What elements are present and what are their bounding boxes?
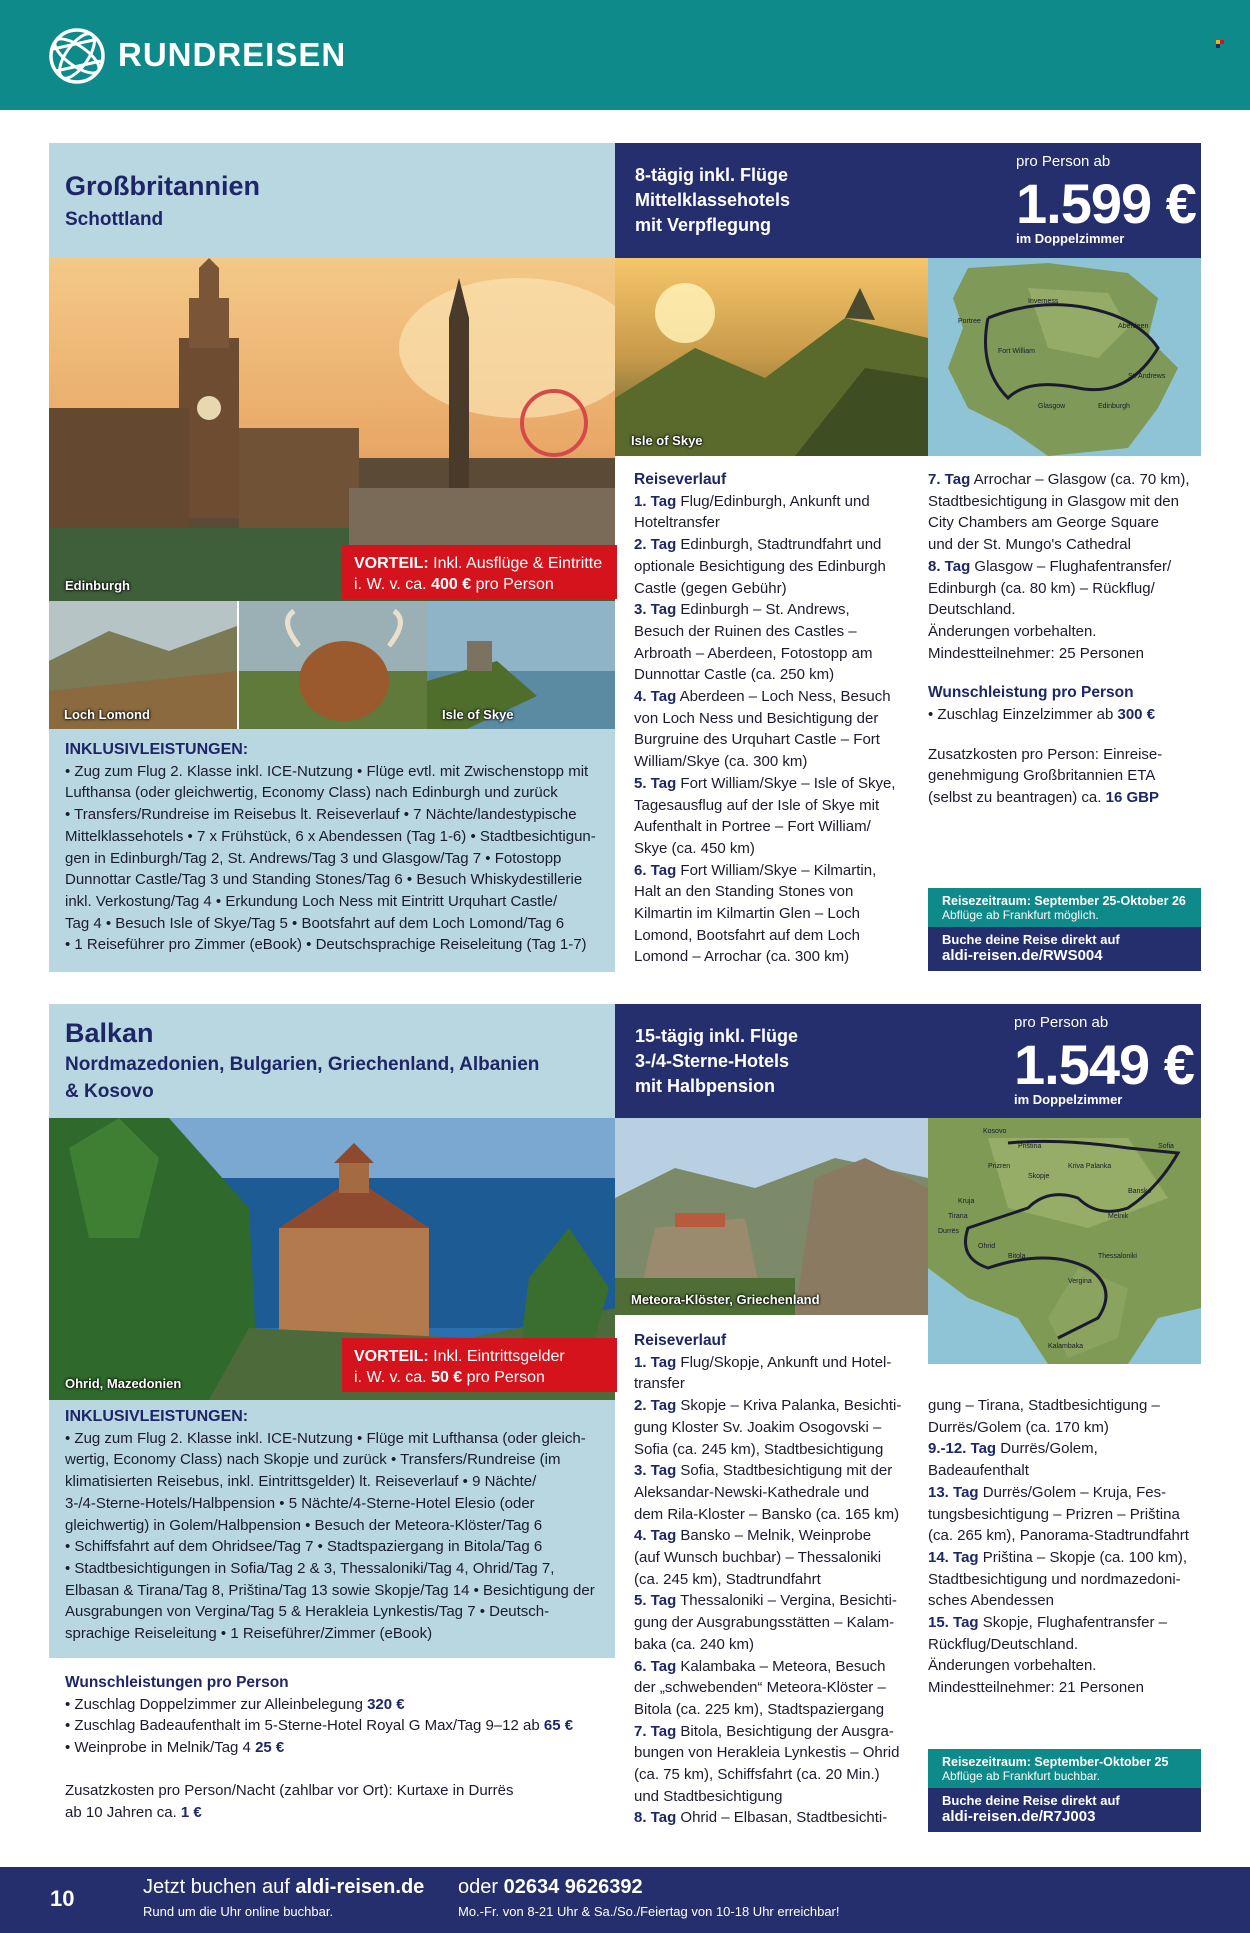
trip1-small-photo-3 xyxy=(427,601,615,729)
map-label: Sofia xyxy=(1158,1143,1174,1150)
text-line: Elbasan & Tirana/Tag 8, Priština/Tag 13 sowie Skopje/Tag 14 • Besichtigung der xyxy=(65,1581,595,1599)
trip2-price: 1.549 € xyxy=(1014,1033,1194,1096)
map-label: St. Andrews xyxy=(1128,373,1166,380)
route-line: Tagesausflug auf der Isle of Skye mit xyxy=(634,796,880,814)
map-label: Ohrid xyxy=(978,1243,996,1250)
text-line: • Schiffsfahrt auf dem Ohridsee/Tag 7 • Stadtspaziergang in Bitola/Tag 6 xyxy=(65,1538,543,1556)
text-line: wertig, Economy Class) nach Skopje und zurück • Transfers/Rundreise (im xyxy=(65,1451,561,1469)
text-line: inkl. Verkostung/Tag 4 • Erkundung Loch Ness mit Eintritt Urquhart Castle/ xyxy=(65,892,558,910)
trip1-subtitle: Schottland xyxy=(65,209,164,230)
route-line: Castle (gegen Gebühr) xyxy=(634,579,787,597)
text-line: • Zug zum Flug 2. Klasse inkl. ICE-Nutzung • Flüge mit Lufthansa (oder gleich- xyxy=(65,1429,586,1447)
trip2-price-prefix: pro Person ab xyxy=(1014,1014,1109,1031)
text-line: gleichwertig) in Golem/Halbpension • Besuch der Meteora-Klöster/Tag 6 xyxy=(65,1516,543,1534)
route-line: Stadtbesichtigung und nordmazedoni- xyxy=(928,1570,1181,1588)
page-number: 10 xyxy=(50,1886,75,1911)
map-label: Tirana xyxy=(948,1213,968,1220)
trip2-extra-costs: Zusatzkosten pro Person/Nacht (zahlbar vor Ort): Kurtaxe in Durrës ab 10 Jahren ca. 1 € xyxy=(65,1781,514,1821)
page-header xyxy=(0,0,1250,110)
text-line: Dunnottar Castle/Tag 3 und Standing Stones/Tag 6 • Besuch Whiskydestillerie xyxy=(65,871,583,889)
trip1-highlight-box xyxy=(615,143,928,258)
trip2-inclusive-panel xyxy=(49,1400,615,1658)
route-line: optionale Besichtigung des Edinburgh xyxy=(634,557,886,575)
map-label: Portree xyxy=(958,318,981,325)
trip2-title-panel xyxy=(49,1004,615,1118)
trip1-wish-item: • Zuschlag Einzelzimmer ab 300 € xyxy=(928,706,1156,724)
route-line: dem Rila-Kloster – Bansko (ca. 165 km) xyxy=(634,1505,900,1523)
trip2-vorteil-badge: VORTEIL: Inkl. Eintrittsgelder i. W. v. ca. 50 € pro Person xyxy=(342,1338,617,1392)
trip1-inclusive-panel xyxy=(49,729,615,972)
trip2-subtitle-1: Nordmazedonien, Bulgarien, Griechenland, Albanien xyxy=(65,1054,540,1075)
route-line: gung – Tirana, Stadtbesichtigung – xyxy=(928,1397,1160,1414)
footer-phone-sub: Mo.-Fr. von 8-21 Uhr & Sa./So./Feiertag von 10-18 Uhr erreichbar! xyxy=(458,1904,840,1919)
route-line: Arbroath – Aberdeen, Fotostopp am xyxy=(634,644,873,662)
route-line: bungen von Herakleia Lynkestis – Ohrid xyxy=(634,1744,900,1762)
trip1-period-box: Reisezeitraum: September 25-Oktober 26 Abflüge ab Frankfurt möglich. xyxy=(928,888,1201,932)
route-line: Durrës/Golem (ca. 170 km) xyxy=(928,1418,1109,1436)
page-footer xyxy=(0,1867,1250,1933)
map-label: Fort William xyxy=(998,348,1035,355)
trip1-inclusive-text xyxy=(65,739,605,956)
map-label: Kruja xyxy=(958,1198,975,1205)
trip1-vorteil-badge: VORTEIL: Inkl. Ausflüge & Eintritte i. W. v. ca. 400 € pro Person xyxy=(342,545,617,599)
text-line: gen in Edinburgh/Tag 2, St. Andrews/Tag 3 und Glasgow/Tag 7 • Fotostopp xyxy=(65,849,562,867)
route-line: von Loch Ness und Besichtigung der xyxy=(634,709,879,727)
route-line: (auf Wunsch buchbar) – Thessaloniki xyxy=(634,1549,882,1567)
map-label: Glasgow xyxy=(1038,403,1066,410)
trip1-small-photo-2 xyxy=(239,601,427,729)
route-line: 4. Tag Bansko – Melnik, Weinprobe xyxy=(634,1527,872,1545)
text-line: Mittelklassehotels • 7 x Frühstück, 6 x Abendessen (Tag 1-6) • Stadtbesichtigun- xyxy=(65,827,596,845)
route-line: Stadtbesichtigung in Glasgow mit den xyxy=(928,492,1179,510)
trip2-price-box xyxy=(928,1004,1201,1118)
route-line: baka (ca. 240 km) xyxy=(634,1635,755,1653)
route-line: Deutschland. xyxy=(928,601,1016,619)
trip2-wish-heading: Wunschleistungen pro Person xyxy=(65,1674,289,1691)
trip1-price: 1.599 € xyxy=(1016,172,1196,235)
map-label: Durrës xyxy=(938,1228,960,1235)
wish-item: • Zuschlag Doppelzimmer zur Alleinbelegung 320 € xyxy=(65,1695,405,1713)
text-line: Lufthansa (oder gleichwertig, Economy Class) nach Edinburgh und zurück xyxy=(65,784,558,802)
map-label: Edinburgh xyxy=(1098,403,1130,410)
route-line: Lomond, Bootsfahrt auf dem Loch xyxy=(634,926,860,944)
trip2-highlight-box xyxy=(615,1004,928,1118)
map-label: Vergina xyxy=(1068,1278,1092,1285)
trip1-photo-caption-edinburgh: Edinburgh xyxy=(65,578,130,593)
route-line: 6. Tag Kalambaka – Meteora, Besuch xyxy=(634,1657,886,1675)
trip1-route-map xyxy=(928,258,1201,456)
aldi-logo-dots xyxy=(1216,40,1224,48)
trip1-price-prefix: pro Person ab xyxy=(1016,153,1111,170)
route-line: (ca. 265 km), Panorama-Stadtrundfahrt xyxy=(928,1527,1189,1545)
route-line: Änderungen vorbehalten. xyxy=(928,1657,1097,1675)
trip2-highlight: 15-tägig inkl. Flüge 3-/4-Sterne-Hotels mit Halbpension xyxy=(635,1026,799,1096)
trip2-period-box: Reisezeitraum: September-Oktober 25 Abflüge ab Frankfurt buchbar. xyxy=(928,1749,1201,1793)
text-line: • Zug zum Flug 2. Klasse inkl. ICE-Nutzung • Flüge evtl. mit Zwischenstopp mit xyxy=(65,762,589,780)
trip2-room: im Doppelzimmer xyxy=(1014,1092,1123,1107)
route-line: 2. Tag Edinburgh, Stadtrundfahrt und xyxy=(634,536,882,554)
trip1-route-heading: Reiseverlauf xyxy=(634,471,727,488)
route-line: gung Kloster Sv. Joakim Osogovski – xyxy=(634,1418,882,1436)
map-label: Melnik xyxy=(1108,1213,1129,1220)
route-line: Sofia (ca. 245 km), Stadtbesichtigung xyxy=(634,1440,884,1458)
trip1-inclusive-heading: INKLUSIVLEISTUNGEN: xyxy=(65,741,249,758)
map-label: Prizren xyxy=(988,1163,1011,1170)
route-line: 5. Tag Thessaloniki – Vergina, Besichti- xyxy=(634,1592,897,1610)
route-line: Rückflug/Deutschland. xyxy=(928,1635,1079,1653)
map-label: Inverness xyxy=(1028,298,1059,305)
route-line: 8. Tag Glasgow – Flughafentransfer/ xyxy=(928,557,1172,575)
text-line: Ausgrabungen von Vergina/Tag 5 & Herakleia Lynkestis/Tag 7 • Deutsch- xyxy=(65,1603,550,1621)
route-line: William/Skye (ca. 300 km) xyxy=(634,753,808,771)
route-line: Skye (ca. 450 km) xyxy=(634,839,755,857)
map-label: Kalambaka xyxy=(1048,1343,1084,1350)
route-line: City Chambers am George Square xyxy=(928,514,1159,532)
globe-icon xyxy=(48,27,106,85)
map-label: Kriva Palanka xyxy=(1068,1163,1112,1170)
route-line: 9.-12. Tag Durrës/Golem, Badeaufenthalt xyxy=(928,1440,1098,1480)
route-line: Bitola (ca. 225 km), Stadtspaziergang xyxy=(634,1700,885,1718)
route-line: tungsbesichtigung – Prizren – Priština xyxy=(928,1505,1180,1523)
route-line: 1. Tag Flug/Skopje, Ankunft und Hotel- xyxy=(634,1353,892,1371)
route-line: der „schwebenden“ Meteora-Klöster – xyxy=(634,1679,886,1697)
route-line: Burgruine des Urquhart Castle – Fort xyxy=(634,731,880,749)
map-label: Kosovo xyxy=(983,1128,1007,1135)
route-line: und der St. Mungo's Cathedral xyxy=(928,536,1131,554)
route-line: Aleksandar-Newski-Kathedrale und xyxy=(634,1483,870,1501)
route-line: 7. Tag Arrochar – Glasgow (ca. 70 km), xyxy=(928,471,1190,488)
route-line: Edinburgh (ca. 80 km) – Rückflug/ xyxy=(928,579,1155,597)
trip1-room: im Doppelzimmer xyxy=(1016,231,1125,246)
map-label: Priština xyxy=(1018,1143,1042,1150)
wish-item: • Zuschlag Badeaufenthalt im 5-Sterne-Hotel Royal G Max/Tag 9–12 ab 65 € xyxy=(65,1717,574,1735)
text-line: • 1 Reiseführer pro Zimmer (eBook) • Deutschsprachige Reiseleitung (Tag 1-7) xyxy=(65,936,587,954)
route-line: sches Abendessen xyxy=(928,1592,1054,1610)
footer-cta[interactable]: Jetzt buchen auf aldi-reisen.de xyxy=(143,1876,425,1898)
map-label: Bansko xyxy=(1128,1188,1152,1195)
footer-cta-sub: Rund um die Uhr online buchbar. xyxy=(143,1904,334,1919)
trip1-title: Großbritannien xyxy=(65,171,260,201)
route-line: Aufenthalt in Portree – Fort William/ xyxy=(634,818,871,836)
route-line: Lomond – Arrochar (ca. 300 km) xyxy=(634,948,850,966)
route-line: transfer xyxy=(634,1375,685,1393)
route-line: Halt an den Standing Stones von xyxy=(634,883,854,901)
trip1-price-box xyxy=(928,143,1201,258)
map-label: Bitola xyxy=(1008,1253,1026,1260)
text-line: • Transfers/Rundreise im Reisebus lt. Reiseverlauf • 7 Nächte/landestypische xyxy=(65,806,577,824)
trip1-route-col2 xyxy=(928,469,1201,809)
route-line: Änderungen vorbehalten. xyxy=(928,622,1097,640)
trip2-meteora-photo xyxy=(615,1118,928,1315)
route-line: 4. Tag Aberdeen – Loch Ness, Besuch xyxy=(634,688,891,706)
section-title: RUNDREISEN xyxy=(118,36,347,73)
trip2-photo-caption-ohrid: Ohrid, Mazedonien xyxy=(65,1376,182,1391)
wish-item: • Weinprobe in Melnik/Tag 4 25 € xyxy=(65,1739,285,1757)
trip2-title: Balkan xyxy=(65,1018,154,1048)
route-line: Hoteltransfer xyxy=(634,514,720,532)
route-line: 1. Tag Flug/Edinburgh, Ankunft und xyxy=(634,492,870,510)
route-line: 7. Tag Bitola, Besichtigung der Ausgra- xyxy=(634,1722,894,1740)
trip2-route-col2 xyxy=(928,1395,1201,1699)
route-line: 6. Tag Fort William/Skye – Kilmartin, xyxy=(634,861,877,879)
trip1-skye-photo xyxy=(615,258,928,456)
trip1-extra-costs: Zusatzkosten pro Person: Einreise- genehmigung Großbritannien ETA (selbst zu beantragen) ca. 16 GBP xyxy=(928,745,1163,807)
route-line: 13. Tag Durrës/Golem – Kruja, Fes- xyxy=(928,1483,1167,1501)
route-line: Mindestteilnehmer: 21 Personen xyxy=(928,1679,1144,1697)
route-line: Besuch der Ruinen des Castles – xyxy=(634,622,857,640)
trip1-title-panel xyxy=(49,143,615,258)
trip1-booking-link[interactable]: Buche deine Reise direkt auf aldi-reisen.de/RWS004 xyxy=(928,927,1201,971)
trip2-route-col1 xyxy=(634,1330,924,1829)
route-line: 2. Tag Skopje – Kriva Palanka, Besichti- xyxy=(634,1397,902,1415)
trip1-photo-caption-lochlomond: Loch Lomond xyxy=(64,707,150,722)
trip1-small-photo-1 xyxy=(49,601,237,729)
route-line: (ca. 75 km), Schiffsfahrt (ca. 20 Min.) xyxy=(634,1766,880,1784)
route-line: 8. Tag Ohrid – Elbasan, Stadtbesichti- xyxy=(634,1809,888,1827)
text-line: Tag 4 • Besuch Isle of Skye/Tag 5 • Bootsfahrt auf dem Loch Lomond/Tag 6 xyxy=(65,914,565,932)
trip2-inclusive-text xyxy=(65,1406,605,1645)
trip1-photo-caption-skye2: Isle of Skye xyxy=(442,707,514,722)
text-line: 3-/4-Sterne-Hotels/Halbpension • 5 Nächte/4-Sterne-Hotel Elesio (oder xyxy=(65,1494,535,1512)
trip2-route-map xyxy=(928,1118,1201,1364)
trip2-wish-block xyxy=(65,1672,605,1823)
route-line: gung der Ausgrabungsstätten – Kalam- xyxy=(634,1614,895,1632)
trip1-photo-caption-skye: Isle of Skye xyxy=(631,433,703,448)
trip1-highlight: 8-tägig inkl. Flüge Mittelklassehotels mit Verpflegung xyxy=(635,165,791,235)
map-label: Thessaloniki xyxy=(1098,1253,1137,1260)
route-line: 15. Tag Skopje, Flughafentransfer – xyxy=(928,1614,1168,1632)
text-line: • Stadtbesichtigungen in Sofia/Tag 2 & 3, Thessaloniki/Tag 4, Ohrid/Tag 7, xyxy=(65,1559,555,1577)
text-line: sprachige Reiseleitung • 1 Reiseführer/Zimmer (eBook) xyxy=(65,1625,433,1643)
trip2-inclusive-heading: INKLUSIVLEISTUNGEN: xyxy=(65,1408,249,1425)
trip2-subtitle-2: & Kosovo xyxy=(65,1081,154,1102)
trip1-wish-heading: Wunschleistung pro Person xyxy=(928,684,1134,702)
map-label: Aberdeen xyxy=(1118,323,1149,330)
trip2-booking-link[interactable]: Buche deine Reise direkt auf aldi-reisen.de/R7J003 xyxy=(928,1788,1201,1832)
route-line: 14. Tag Priština – Skopje (ca. 100 km), xyxy=(928,1548,1188,1566)
trip2-route-heading: Reiseverlauf xyxy=(634,1332,727,1349)
route-line: Mindestteilnehmer: 25 Personen xyxy=(928,644,1144,662)
route-line: 5. Tag Fort William/Skye – Isle of Skye, xyxy=(634,774,896,792)
trip1-route-col1 xyxy=(634,469,924,968)
route-line: Dunnottar Castle (ca. 250 km) xyxy=(634,666,835,684)
route-line: 3. Tag Edinburgh – St. Andrews, xyxy=(634,601,850,619)
trip2-photo-caption-meteora: Meteora-Klöster, Griechenland xyxy=(631,1292,820,1307)
route-line: 3. Tag Sofia, Stadtbesichtigung mit der xyxy=(634,1462,893,1480)
route-line: (ca. 245 km), Stadtrundfahrt xyxy=(634,1570,821,1588)
footer-phone[interactable]: oder 02634 9626392 xyxy=(458,1876,643,1898)
route-line: und Stadtbesichtigung xyxy=(634,1787,783,1805)
map-label: Skopje xyxy=(1028,1173,1050,1180)
route-line: Kilmartin im Kilmartin Glen – Loch xyxy=(634,905,860,923)
text-line: klimatisierten Reisebus, inkl. Eintrittsgelder) lt. Reiseverlauf • 9 Nächte/ xyxy=(65,1473,537,1491)
